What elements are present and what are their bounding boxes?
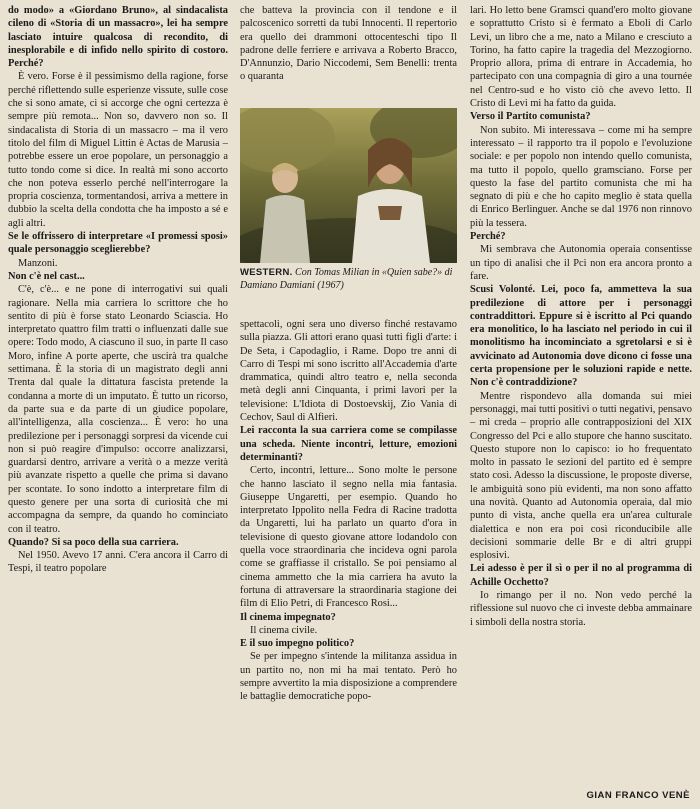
- text-column-2-bottom: [240, 318, 457, 704]
- caption-label: WESTERN.: [240, 267, 293, 278]
- text-column-3: [470, 4, 692, 629]
- answer-paragraph: Mentre rispondevo alla domanda sui miei personaggi, mai tutti positivi o tutti negativi, pensavo – mi creda – proprio alle contrapposizioni del XIX Congresso del Pci e allo stupore che hanno suscitato. Questo stupore non lo capisco: io ho frequentato molto in passato le sezioni del partito ed è sempre stato così. Adesso la discussione, le proposte diverse, le ambiguità sono più evidenti, ma non sono affatto una novità. Quanto ad Autonomia operaia, dal mio punto di vista, anche quella era un'area culturale dialettica e non era poi così riconducibile alle decisioni sommarie delle Br e di altri gruppi esplosivi.: [470, 390, 692, 562]
- interview-question: Verso il Partito comunista?: [470, 111, 591, 123]
- interview-question: Se le offrissero di interpretare «I promessi sposi» quale personaggio sceglierebbe?: [8, 231, 228, 256]
- answer-paragraph: che batteva la provincia con il tendone e il palcoscenico sorretti da tubi Innocenti. Il repertorio era quello dei drammoni ottocenteschi tipo Il padrone delle ferriere e arrivava a Roberto Bracco, D'Annunzio, Dario Niccodemi, Sem Benelli: trenta o quaranta: [240, 5, 457, 83]
- interview-question: E il suo impegno politico?: [240, 638, 355, 650]
- answer-paragraph: Certo, incontri, letture... Sono molte le persone che hanno lasciato il segno nella mia fantasia. Giuseppe Ungaretti, per esempio. Quando ho interpretato Ippolito nella Fedra di Racine tradotta da Ungaretti, lui ha parlato un quarto d'ora in televisione di questo giovane attore lodandolo con quella voce straordinaria che incideva ogni parola come se graffiasse il cristallo. Se poi pensiamo al cinema ammetto che la mia carriera ha avuto la fortuna di attraversare la straordinaria stagione dei film di Elio Petri, di Francesco Rosi...: [240, 465, 457, 610]
- answer-paragraph: spettacoli, ogni sera uno diverso finché restavamo sulla piazza. Gli attori erano quasi tutti figli d'arte: i De Seta, i Capodaglio, i Rame. Dopo tre anni di Carro di Tespi mi sono iscritto all'Accademia d'arte drammatica, quindi altro teatro e, nella seconda metà degli anni Cinquanta, i primi lavori per la televisione: L'Idiota di Dostoevskij, Zio Vania di Cechov, Saul di Alfieri.: [240, 319, 457, 424]
- interview-question: Il cinema impegnato?: [240, 611, 336, 623]
- photo-caption: [240, 267, 457, 292]
- interview-question: Scusi Volonté. Lei, poco fa, ammetteva la sua predilezione di attore per i personaggi contraddittori. Eppure si è iscritto al Pci quando era monolitico, lo ha lasciato nel periodo in cui il monolitismo ha incominciato a sgretolarsi e si è avvicinato ad Autonomia dove dicono ci fosse una certa propensione per le soluzioni rapide e nette. Non c'è contraddizione?: [470, 284, 692, 389]
- interview-question: Lei adesso è per il sì o per il no al programma di Achille Occhetto?: [470, 563, 692, 588]
- text-column-2-top: [240, 4, 457, 84]
- answer-paragraph: Nel 1950. Avevo 17 anni. C'era ancora il Carro di Tespi, il teatro popolare: [8, 550, 228, 575]
- answer-paragraph: Manzoni.: [18, 257, 58, 269]
- author-signature: GIAN FRANCO VENÈ: [586, 790, 690, 801]
- interview-question: Non c'è nel cast...: [8, 270, 85, 282]
- text-column-1: [8, 4, 228, 576]
- answer-paragraph: C'è, c'è... e ne pone di interrogativi sui quali ragionare. Nella mia carriera lo scrittore che ho sentito di più è forse stato Leonardo Sciascia. Ho interpretato quattro film tratti o influenzati dalle sue opere: Todo modo, A ciascuno il suo, in parte Il caso Moro, infine A porte aperte, che uscirà tra qualche settimana. È la storia di un magistrato degli anni Trenta dal quale la dittatura fascista pretende la condanna a morte di un imputato. È tutto un ricorso, da parte sua e da parte di un giudice popolare, all'intelligenza, alla coscienza... È vero: ho una predilezione per i personaggi sorpresi da vicende cui non si può reagire d'impulso: occorre analizzarsi, guardarsi dentro, arrivare a verità o a mezze verità più avanzate rispetto a quelle che prima si davano per scontate. Io sono indotto a interpretare film di questo genere per una sorta di curiosità che mi accompagna da sempre, da quando ho cominciato con il teatro.: [8, 284, 228, 535]
- interview-question: Quando? Si sa poco della sua carriera.: [8, 536, 179, 548]
- answer-paragraph: Non subito. Mi interessava – come mi ha sempre interessato – il rapporto tra il popolo e l'evoluzione sociale: e per popolo non intendo quello comunista, ma tutto il popolo, quello gramsciano. Forse per questo la fase del partito comunista che mi ha segnato di più e che ho capito meglio è stata quella di Enrico Berlinguer. Anche se dal 1976 non rinnovo più la tessera.: [470, 124, 692, 229]
- answer-paragraph: Mi sembrava che Autonomia operaia consentisse un tipo di analisi che il Pci non era ancora pronto a fare.: [470, 244, 692, 282]
- answer-paragraph: Se per impegno s'intende la militanza assidua in un partito no, non mi ha mai tentato. Però ho sempre avvertito la mia disposizione a comprendere le battaglie democratiche popo-: [240, 651, 457, 703]
- answer-paragraph: Il cinema civile.: [250, 624, 318, 636]
- interview-question: do modo» a «Giordano Bruno», al sindacalista cileno di «Storia di un massacro», lei ha sempre lasciato intuire qualcosa di recondito, di inesplorabile e di infido nello spirito di costoro. Perché?: [8, 5, 228, 70]
- answer-paragraph: lari. Ho letto bene Gramsci quand'ero molto giovane e soprattutto Cristo si è fermato a Eboli di Carlo Levi, un libro che a me, nato a Milano e cresciuto a Torino, ha fatto capire la tragedia del Mezzogiorno. Proprio allora, prima di entrare in Accademia, ho partecipato con una compagnia di giro a una tournée nel Centro-sud e ho visto ciò che avevo letto. Il Cristo di Levi mi ha fatto da guida.: [470, 5, 692, 110]
- answer-paragraph: Io rimango per il no. Non vedo perché la riflessione sul nuovo che ci investe debba ammainare i simboli della nostra storia.: [470, 590, 692, 628]
- answer-paragraph: È vero. Forse è il pessimismo della ragione, forse perché riflettendo sulle esperienze vissute, sulle cose che si sono amate, ci si accorge che ogni certezza è sempre più remota... Non so, davvero non so. Il sindacalista di Storia di un massacro – ma il vero titolo del film di Miguel Littin è Actas de Marusia – potrebbe essere un eroe popolare, un personaggio a tutto tondo come si dice. In realtà mi sono accorto che non poteva esserlo perché nell'interrogare la propria coscienza, tormentandosi, arriva a mettere in dubbio la scelta della condotta che ha imposto a sé e agli altri.: [8, 71, 228, 229]
- western-film-photo: [240, 108, 457, 263]
- interview-question: Perché?: [470, 231, 506, 243]
- interview-question: Lei racconta la sua carriera come se compilasse una scheda. Niente incontri, letture, emozioni determinanti?: [240, 425, 457, 463]
- caption-text: Con Tomas Milian in «Quien sabe?» di Damiano Damiani (1967): [240, 267, 453, 291]
